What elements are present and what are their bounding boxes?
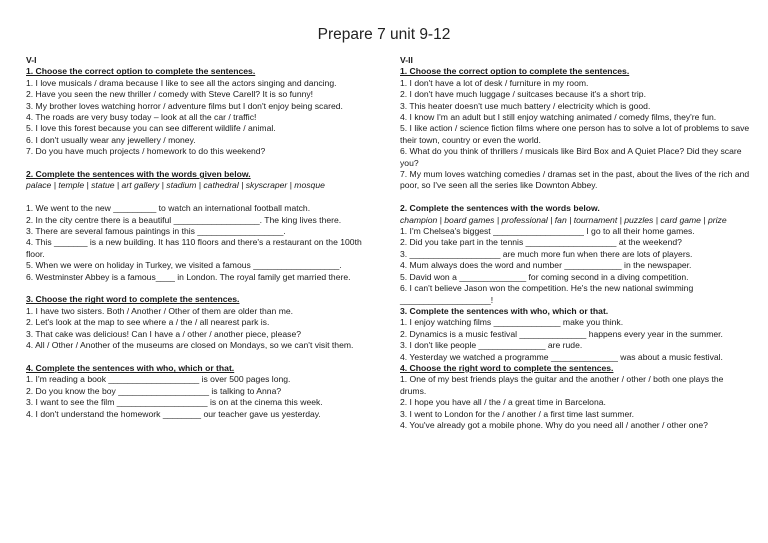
list-item: 7. Do you have much projects / homework to do this weekend?	[26, 146, 266, 157]
list-item: 4. All / Other / Another of the museums are closed on Mondays, so we can't visit them.	[26, 340, 354, 351]
list-item: 1. I love musicals / drama because I like to see all the actors singing and dancing.	[26, 77, 337, 88]
section-3-heading: 3. Complete the sentences with who, which or that.	[400, 305, 609, 316]
list-item: 1. I'm reading a book ___________________ is over 500 pages long.	[26, 374, 291, 385]
list-item: 5. I like action / science fiction films where one person has to solve a lot of problems to save their town, country or even the world.	[400, 123, 750, 145]
list-item: 2. In the city centre there is a beautiful __________________. The king lives there.	[26, 214, 342, 225]
list-item: 4. I don't understand the homework ________ our teacher gave us yesterday.	[26, 408, 321, 419]
word-bank: champion | board games | professional | fan | tournament | puzzles | card game | prize	[400, 214, 727, 225]
list-item: 2. Let's look at the map to see where a / the / all nearest park is.	[26, 317, 270, 328]
list-item: 1. I don't have a lot of desk / furniture in my room.	[400, 77, 589, 88]
list-item: 4. I know I'm an adult but I still enjoy watching animated / comedy films, they're fun.	[400, 112, 717, 123]
word-bank: palace | temple | statue | art gallery | stadium | cathedral | skyscraper | mosque	[26, 180, 325, 191]
list-item: 2. Do you know the boy ___________________ is talking to Anna?	[26, 385, 282, 396]
list-item: 6. I don't usually wear any jewellery / money.	[26, 134, 196, 145]
list-item: 5. David won a ______________ for coming second in a diving competition.	[400, 271, 689, 282]
variant-label: V-II	[400, 55, 413, 65]
list-item: 2. I hope you have all / the / a great time in Barcelona.	[400, 397, 606, 408]
section-1-heading: 1. Choose the correct option to complete the sentences.	[26, 66, 256, 77]
variant-label: V-I	[26, 55, 37, 65]
list-item: 3. There are several famous paintings in this __________________.	[26, 226, 286, 237]
section-1-heading: 1. Choose the correct option to complete the sentences.	[400, 66, 630, 77]
list-item: 1. One of my best friends plays the guitar and the another / other / both one plays the drums.	[400, 374, 724, 396]
variant-1-column	[26, 55, 378, 420]
list-item: 4. Yesterday we watched a programme ______________ was about a music festival.	[400, 351, 723, 362]
list-item: 4. This _______ is a new building. It has 110 floors and there's a restaurant on the 100th floor.	[26, 237, 362, 259]
section-4-heading: 4. Complete the sentences with who, which or that.	[26, 362, 235, 373]
list-item: 6. What do you think of thrillers / musicals like Bird Box and A Quiet Place? Did they scare you?	[400, 146, 742, 168]
list-item: 2. I don't have much luggage / suitcases because it's a short trip.	[400, 89, 646, 100]
list-item: 5. I love this forest because you can see different wildlife / animal.	[26, 123, 276, 134]
list-item: 5. When we were on holiday in Turkey, we visited a famous __________________.	[26, 260, 342, 271]
list-item: 3. My brother loves watching horror / adventure films but I don't enjoy being scared.	[26, 100, 343, 111]
list-item: 3. That cake was delicious! Can I have a / other / another piece, please?	[26, 328, 302, 339]
list-item: 1. I enjoy watching films ______________ make you think.	[400, 317, 624, 328]
list-item: 3. I went to London for the / another / a first time last summer.	[400, 408, 635, 419]
list-item: 2. Did you take part in the tennis ___________________ at the weekend?	[400, 237, 682, 248]
section-3-heading: 3. Choose the right word to complete the sentences.	[26, 294, 240, 305]
list-item: 3. I don't like people ______________ are rude.	[400, 340, 583, 351]
list-item: 2. Dynamics is a music festival ______________ happens every year in the summer.	[400, 328, 723, 339]
list-item: 1. I'm Chelsea's biggest ___________________ I go to all their home games.	[400, 226, 695, 237]
list-item: 2. Have you seen the new thriller / comedy with Steve Carell? It is so funny!	[26, 89, 314, 100]
list-item: 3. This heater doesn't use much battery / electricity which is good.	[400, 100, 651, 111]
page-title: Prepare 7 unit 9-12	[317, 26, 451, 43]
section-2-heading: 2. Complete the sentences with the words given below.	[26, 169, 251, 180]
variant-2-column	[400, 55, 752, 431]
section-4-heading: 4. Choose the right word to complete the sentences.	[400, 362, 614, 373]
list-item: 3. I want to see the film ___________________ is on at the cinema this week.	[26, 397, 323, 408]
list-item: 4. Mum always does the word and number ____________ in the newspaper.	[400, 260, 692, 271]
list-item: 7. My mum loves watching comedies / dramas set in the past, about the lives of the rich and poor, so I've seen all the series like Downton Abbey.	[400, 169, 750, 191]
list-item: 3. ___________________ are much more fun when there are lots of players.	[400, 248, 693, 259]
list-item: 6. I can't believe Jason won the competition. He's the new national swimming ___________________!	[400, 283, 694, 305]
section-2-heading: 2. Complete the sentences with the words below.	[400, 203, 600, 214]
list-item: 4. You've already got a mobile phone. Why do you need all / another / other one?	[400, 419, 708, 430]
list-item: 6. Westminster Abbey is a famous____ in London. The royal family get married there.	[26, 271, 351, 282]
list-item: 1. I have two sisters. Both / Another / Other of them are older than me.	[26, 305, 294, 316]
list-item: 1. We went to the new _________ to watch an international football match.	[26, 203, 311, 214]
list-item: 4. The roads are very busy today – look at all the car / traffic!	[26, 112, 257, 123]
